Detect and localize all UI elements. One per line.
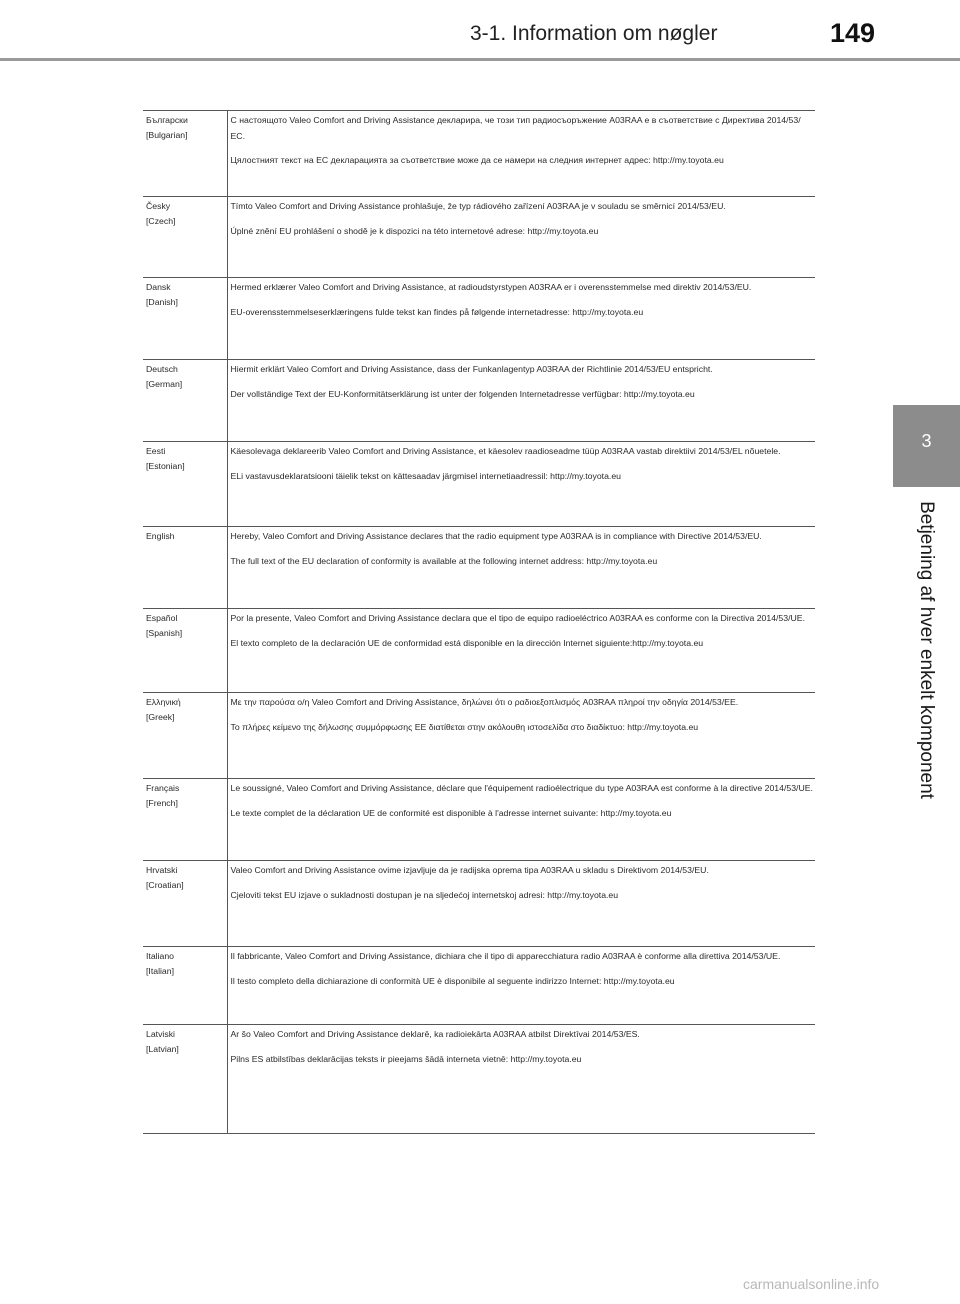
language-bracket: [Italian] [146,966,175,976]
language-bracket: [Bulgarian] [146,130,188,140]
section-title: 3-1. Information om nøgler [470,22,718,45]
declaration-cell [227,527,815,609]
language-cell [143,442,227,527]
language-name: Česky [146,201,171,211]
declaration-link-text: Úplné znění EU prohlášení o shodě je k dispozici na této internetové adrese: http://my.toyota.eu [230,225,599,236]
language-name: Italiano [146,951,175,961]
language-cell [143,609,227,693]
language-name: Hrvatski [146,865,178,875]
declaration-cell [227,442,815,527]
declaration-cell [227,779,815,861]
declaration-text: С настоящото Valeo Comfort and Driving Assistance декларира, че този тип радиосъоръжение A03RAA е в съответствие с Директива 2014/53/ЕС. [230,115,801,141]
table-row [143,442,815,527]
watermark-text: carmanualsonline.info [743,1276,880,1292]
table-row [143,527,815,609]
language-name: Eesti [146,446,166,456]
language-cell [143,1025,227,1134]
declaration-cell [227,693,815,779]
language-bracket: [Czech] [146,216,176,226]
chapter-label-text: Betjening af hver enkelt komponent [916,501,937,799]
declaration-link-text: Il testo completo della dichiarazione di conformità UE è disponibile al seguente indirizzo Internet: http://my.toyota.eu [230,975,675,986]
language-name: Latviski [146,1029,175,1039]
declaration-link-text: Cjeloviti tekst EU izjave o sukladnosti dostupan je na sljedećoj internetskoj adresi: http://my.toyota.eu [230,889,619,900]
declaration-table [143,110,815,1134]
declaration-link-text: Цялостният текст на ЕС декларацията за съответствие може да се намери на следния интернет адрес: http://my.toyota.eu [230,155,724,165]
language-cell [143,527,227,609]
language-name: Български [146,115,188,125]
table-row [143,278,815,360]
declaration-cell [227,111,815,197]
page-header [0,0,960,60]
chapter-tab [893,405,960,487]
language-name: Deutsch [146,364,178,374]
declaration-cell [227,861,815,947]
declaration-text: Hermed erklærer Valeo Comfort and Driving Assistance, at radioudstyrstypen A03RAA er i overensstemmelse med direktiv 2014/53/EU. [230,282,752,292]
declaration-link-text: EU-overensstemmelseserklæringens fulde tekst kan findes på følgende internetadresse: http://my.toyota.eu [230,306,644,317]
declaration-text: Por la presente, Valeo Comfort and Driving Assistance declara que el tipo de equipo radioeléctrico A03RAA es conforme con la Directiva 2014/53/UE. [230,613,805,623]
language-bracket: [German] [146,379,183,389]
declaration-cell [227,197,815,278]
language-bracket: [Latvian] [146,1044,179,1054]
declaration-link-text: Το πλήρες κείμενο της δήλωσης συμμόρφωσης ΕΕ διατίθεται στην ακόλουθη ιστοσελίδα στο διαδίκτυο: http://my.toyota.eu [230,721,699,732]
language-bracket: [Spanish] [146,628,183,638]
declaration-text: Tímto Valeo Comfort and Driving Assistance prohlašuje, že typ rádiového zařízení A03RAA je v souladu se směrnicí 2014/53/EU. [230,201,726,211]
language-cell [143,360,227,442]
language-bracket: [French] [146,798,178,808]
declaration-cell [227,609,815,693]
language-name: Français [146,783,180,793]
language-cell [143,693,227,779]
table-row [143,779,815,861]
declaration-cell [227,278,815,360]
declaration-link-text: El texto completo de la declaración UE de conformidad está disponible en la dirección Internet siguiente:http://my.toyota.eu [230,637,704,648]
declaration-link-text: ELi vastavusdeklaratsiooni täielik tekst on kättesaadav järgmisel internetiaadressil: http://my.toyota.eu [230,470,621,481]
declaration-cell [227,947,815,1025]
table-row [143,1025,815,1134]
declaration-text: Le soussigné, Valeo Comfort and Driving Assistance, déclare que l'équipement radioélectrique du type A03RAA est conforme à la directive 2014/53/UE. [230,783,813,793]
declaration-text: Valeo Comfort and Driving Assistance ovime izjavljuje da je radijska oprema tipa A03RAA u skladu s Direktivom 2014/53/EU. [230,865,709,875]
declaration-cell [227,360,815,442]
declaration-link-text: Der vollständige Text der EU-Konformitätserklärung ist unter der folgenden Internetadresse verfügbar: http://my.toyota.eu [230,388,695,399]
language-bracket: [Greek] [146,712,175,722]
language-cell [143,278,227,360]
page-number: 149 [830,18,876,48]
table-row [143,861,815,947]
table-row [143,693,815,779]
declaration-text: Käesolevaga deklareerib Valeo Comfort and Driving Assistance, et käesolev raadioseadme tüüp A03RAA vastab direktiivi 2014/53/EL nõuetele. [230,446,781,456]
declaration-text: Hiermit erklärt Valeo Comfort and Driving Assistance, dass der Funkanlagentyp A03RAA der Richtlinie 2014/53/EU entspricht. [230,364,713,374]
declaration-text: Ar šo Valeo Comfort and Driving Assistance deklarē, ka radioiekārta A03RAA atbilst Direktīvai 2014/53/ES. [230,1029,640,1039]
declaration-link-text: The full text of the EU declaration of conformity is available at the following internet address: http://my.toyota.eu [230,555,658,566]
language-name: Dansk [146,282,171,292]
language-cell [143,111,227,197]
language-cell [143,861,227,947]
declaration-text: Με την παρούσα ο/η Valeo Comfort and Driving Assistance, δηλώνει ότι ο ραδιοεξοπλισμός A03RAA πληροί την οδηγία 2014/53/ΕΕ. [230,697,739,707]
language-name: English [146,531,175,541]
header-rule [0,58,960,61]
language-cell [143,197,227,278]
language-name: Español [146,613,178,623]
table-row [143,360,815,442]
declaration-link-text: Le texte complet de la déclaration UE de conformité est disponible à l'adresse internet suivante: http://my.toyota.eu [230,807,672,818]
table-row [143,947,815,1025]
language-bracket: [Danish] [146,297,178,307]
declaration-text: Il fabbricante, Valeo Comfort and Driving Assistance, dichiara che il tipo di apparecchiatura radio A03RAA è conforme alla direttiva 2014/53/UE. [230,951,781,961]
table-row [143,197,815,278]
language-bracket: [Croatian] [146,880,184,890]
language-cell [143,947,227,1025]
table-row [143,111,815,197]
language-cell [143,779,227,861]
table-row [143,609,815,693]
chapter-number: 3 [921,431,932,451]
declaration-link-text: Pilns ES atbilstības deklarācijas teksts ir pieejams šādā interneta vietnē: http://my.toyota.eu [230,1053,582,1064]
declaration-text: Hereby, Valeo Comfort and Driving Assistance declares that the radio equipment type A03RAA is in compliance with Directive 2014/53/EU. [230,531,762,541]
declaration-cell [227,1025,815,1134]
language-bracket: [Estonian] [146,461,185,471]
language-name: Ελληνική [146,697,181,707]
